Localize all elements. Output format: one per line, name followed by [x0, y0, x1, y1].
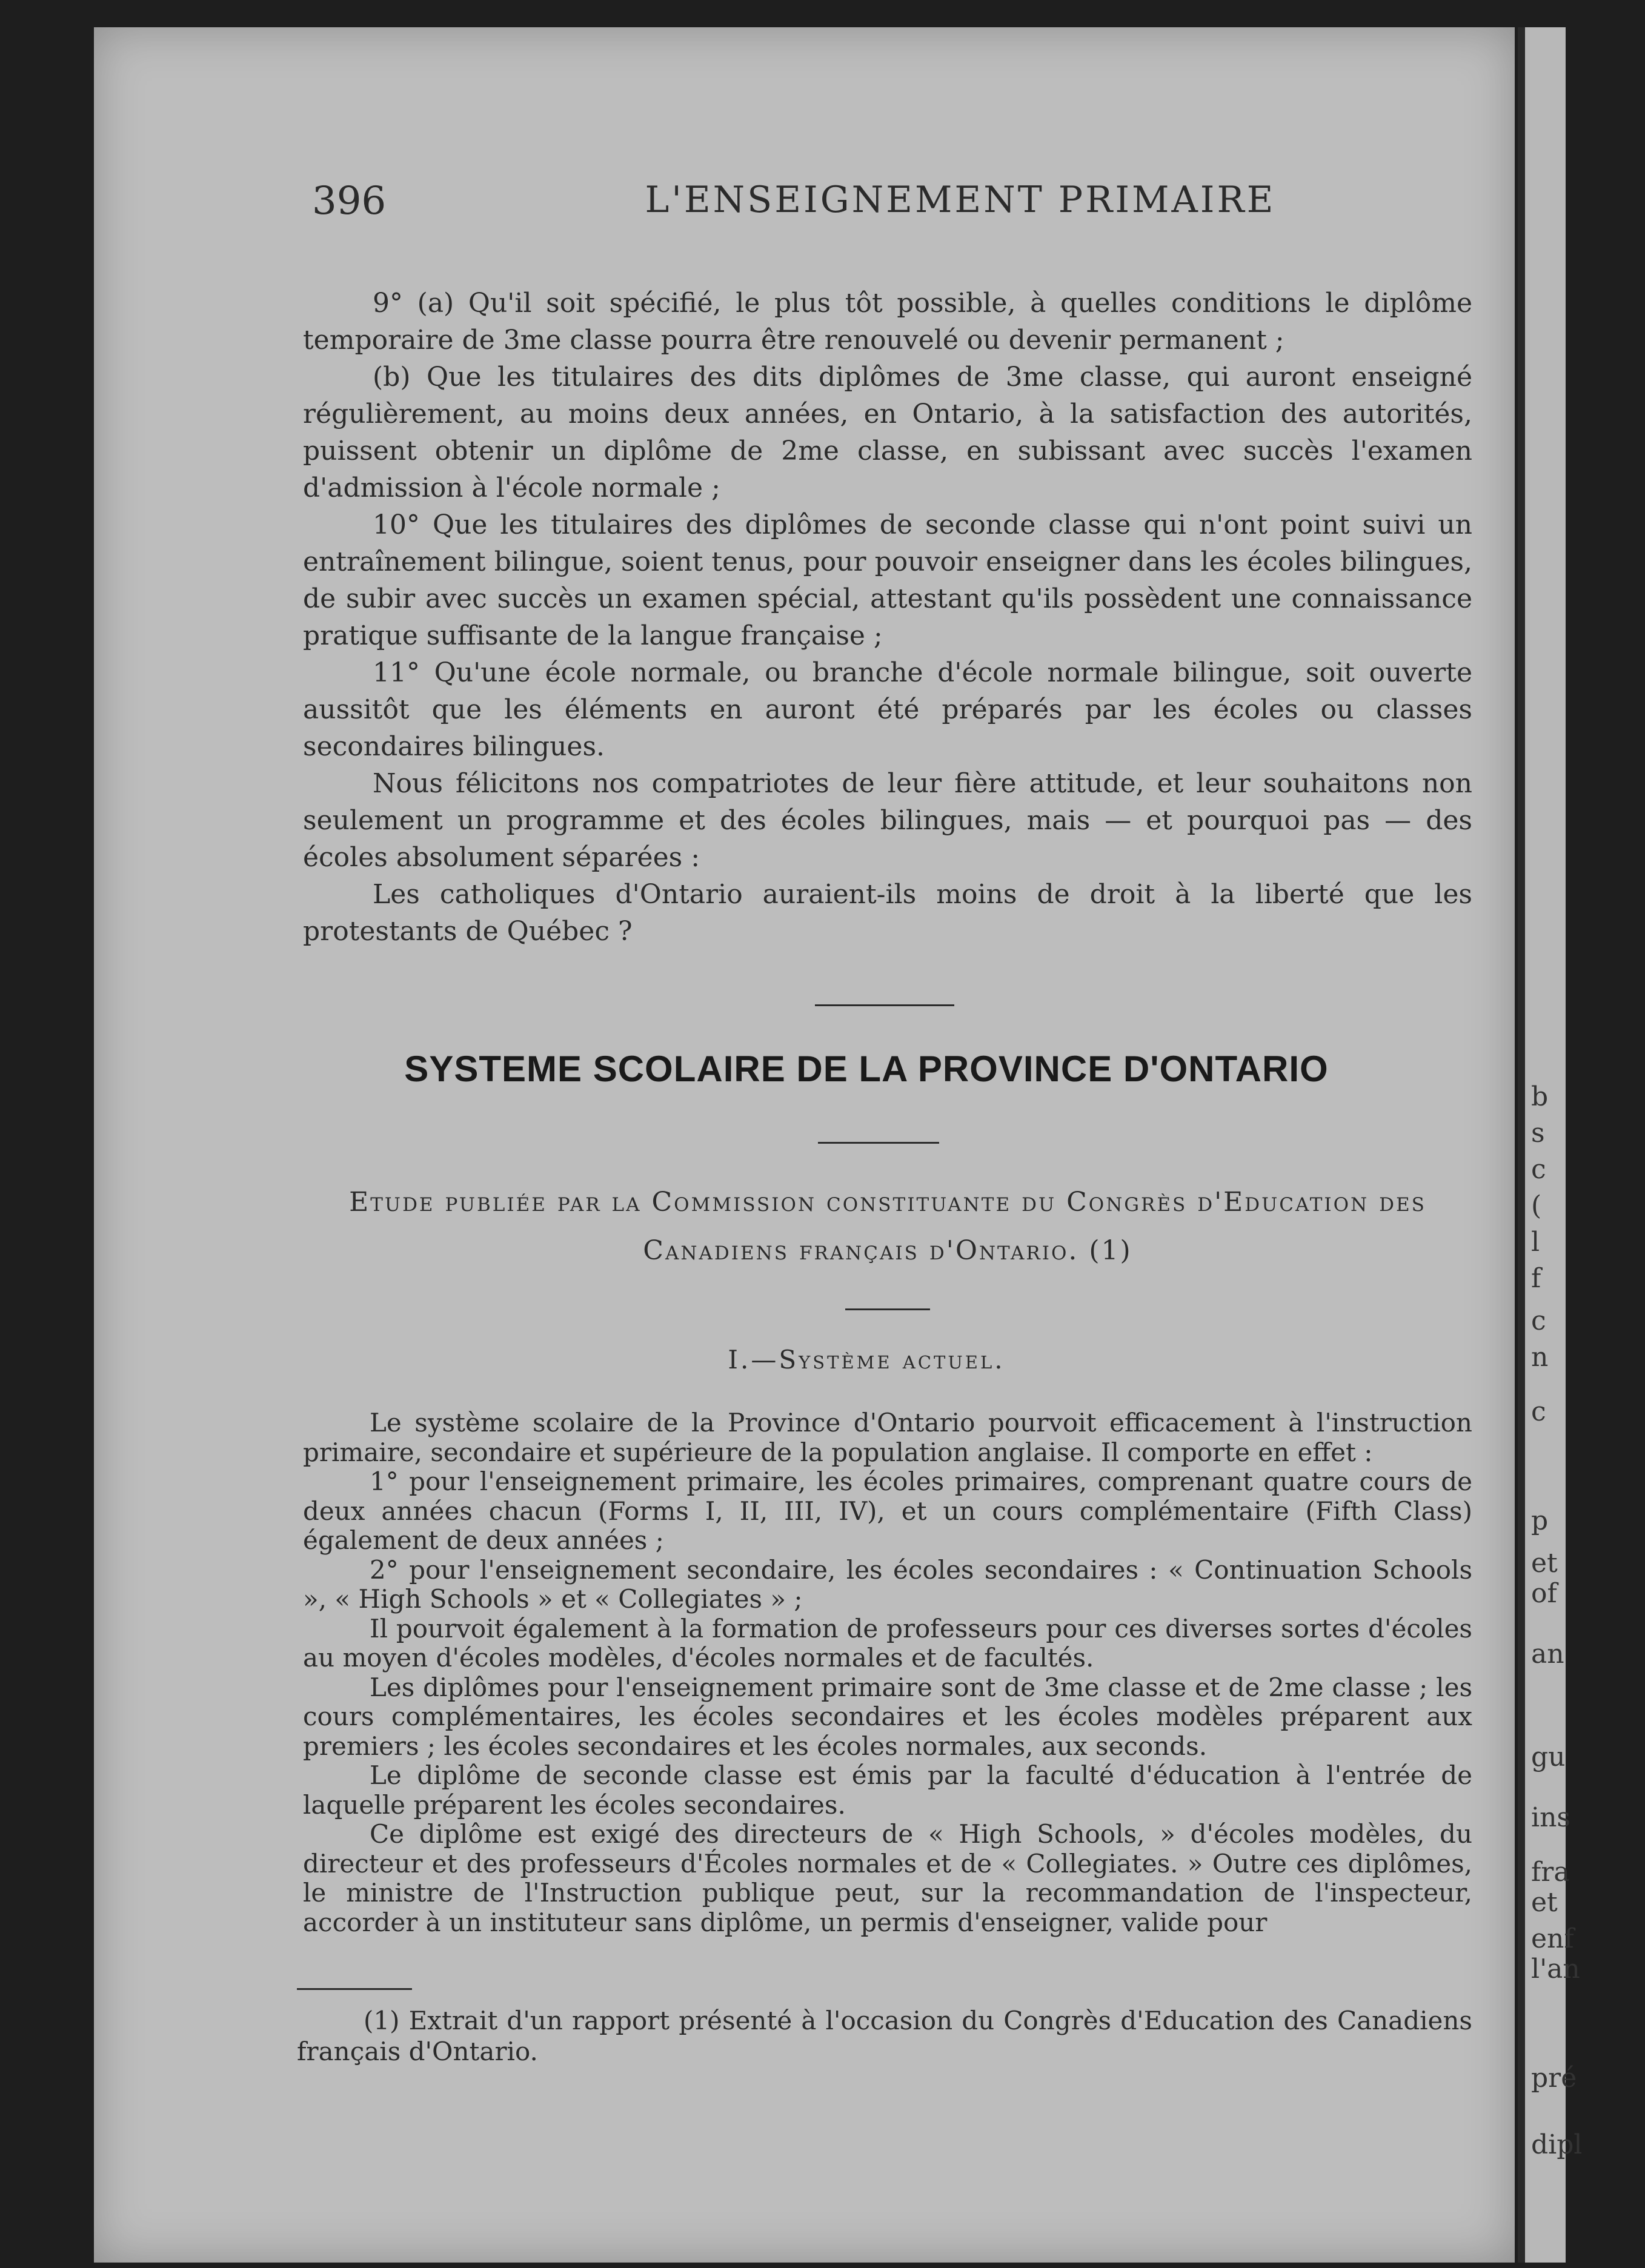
subtitle-line: Etude publiée par la Commission constituante du Congrès d'Education des [349, 1187, 1426, 1218]
paragraph: 2° pour l'enseignement secondaire, les écoles secondaires : « Continuation Schools », « High Schools » et « Collegiates » ; [303, 1554, 1472, 1614]
paragraph: Le diplôme de seconde classe est émis par la faculté d'éducation à l'entrée de laquelle préparent les écoles secondaires. [303, 1760, 1472, 1820]
footnote-rule [297, 1988, 412, 1990]
footnote [297, 2005, 1472, 2067]
adjacent-text-fragment: et [1531, 1548, 1558, 1579]
running-title: L'ENSEIGNEMENT PRIMAIRE [645, 179, 1276, 221]
resolution-item: 11° Qu'une école normale, ou branche d'école normale bilingue, soit ouverte aussitôt que les éléments en auront été préparés par les écoles ou classes secondaires bilingues. [303, 657, 1472, 762]
adjacent-text-fragment: et [1531, 1887, 1558, 1918]
adjacent-text-fragment: f [1531, 1263, 1541, 1294]
paragraph: Les diplômes pour l'enseignement primaire sont de 3me classe et de 2me classe ; les cours complémentaires, les écoles secondaires et les écoles modèles préparent aux premiers ; les écoles secondaires et les écoles normales, aux seconds. [303, 1672, 1472, 1761]
adjacent-text-fragment: an [1531, 1639, 1564, 1669]
adjacent-text-fragment: ( [1531, 1190, 1542, 1221]
paragraph: Il pourvoit également à la formation de professeurs pour ces diverses sortes d'écoles au moyen d'écoles modèles, d'écoles normales et de facultés. [303, 1613, 1472, 1673]
adjacent-text-fragment: of [1531, 1578, 1557, 1609]
adjacent-text-fragment: b [1531, 1081, 1549, 1112]
footnote-text: (1) Extrait d'un rapport présenté à l'occasion du Congrès d'Education des Canadiens français d'Ontario. [297, 2006, 1472, 2066]
resolution-item: 9° (a) Qu'il soit spécifié, le plus tôt possible, à quelles conditions le diplôme temporaire de 3me classe pourra être renouvelé ou devenir permanent ; [303, 288, 1472, 356]
adjacent-text-fragment: enf [1531, 1923, 1574, 1954]
adjacent-text-fragment: l'an [1531, 1954, 1580, 1984]
subsection-heading: I.—Système actuel. [728, 1345, 1005, 1374]
page-number: 396 [312, 179, 387, 224]
divider-rule [815, 1004, 954, 1006]
adjacent-text-fragment: pré [1531, 2063, 1577, 2094]
subtitle-line: Canadiens français d'Ontario. (1) [643, 1235, 1132, 1266]
section-subtitle [303, 1178, 1472, 1275]
page-gutter [1518, 27, 1525, 2263]
adjacent-text-fragment: dipl [1531, 2129, 1583, 2160]
divider-rule [845, 1308, 930, 1310]
section-title: SYSTEME SCOLAIRE DE LA PROVINCE D'ONTARIO [404, 1049, 1329, 1089]
adjacent-text-fragment: l [1531, 1227, 1540, 1258]
adjacent-text-fragment: c [1531, 1154, 1546, 1185]
paragraph: Les catholiques d'Ontario auraient-ils moins de droit à la liberté que les protestants de Québec ? [303, 879, 1472, 947]
body-text [303, 1408, 1472, 1937]
adjacent-text-fragment: c [1531, 1396, 1546, 1427]
adjacent-text-fragment: fra [1531, 1857, 1570, 1888]
resolutions-text [303, 285, 1472, 950]
adjacent-text-fragment: c [1531, 1305, 1546, 1336]
paragraph: Ce diplôme est exigé des directeurs de « High Schools, » d'écoles modèles, du directeur et des professeurs d'Écoles normales et de « Collegiates. » Outre ces diplômes, le ministre de l'Instruction publique peut, sur la recommandation de l'inspecteur, accorder à un instituteur sans diplôme, un permis d'enseigner, valide pour [303, 1819, 1472, 1937]
paragraph: Nous félicitons nos compatriotes de leur fière attitude, et leur souhaitons non seulement un programme et des écoles bilingues, mais — et pourquoi pas — des écoles absolument séparées : [303, 768, 1472, 873]
paragraph: Le système scolaire de la Province d'Ontario pourvoit efficacement à l'instruction primaire, secondaire et supérieure de la population anglaise. Il comporte en effet : [303, 1408, 1472, 1467]
adjacent-text-fragment: s [1531, 1118, 1545, 1149]
adjacent-text-fragment: n [1531, 1342, 1549, 1373]
resolution-item: 10° Que les titulaires des diplômes de seconde classe qui n'ont point suivi un entraînement bilingue, soient tenus, pour pouvoir enseigner dans les écoles bilingues, de subir avec succès un examen spécial, attestant qu'ils possèdent une connaissance pratique suffisante de la langue française ; [303, 509, 1472, 651]
paragraph: 1° pour l'enseignement primaire, les écoles primaires, comprenant quatre cours de deux années chacun (Forms I, II, III, IV), et un cours complémentaire (Fifth Class) également de deux années ; [303, 1467, 1472, 1555]
adjacent-text-fragment: gu [1531, 1742, 1566, 1772]
adjacent-text-fragment: p [1531, 1505, 1549, 1536]
adjacent-page-edge [1518, 27, 1583, 2263]
divider-rule [818, 1142, 939, 1144]
adjacent-text-fragment: ins [1531, 1802, 1570, 1833]
resolution-item: (b) Que les titulaires des dits diplômes de 3me classe, qui auront enseigné régulièrement, au moins deux années, en Ontario, à la satisfaction des autorités, puissent obtenir un diplôme de 2me classe, en subissant avec succès l'examen d'admission à l'école normale ; [303, 362, 1472, 503]
